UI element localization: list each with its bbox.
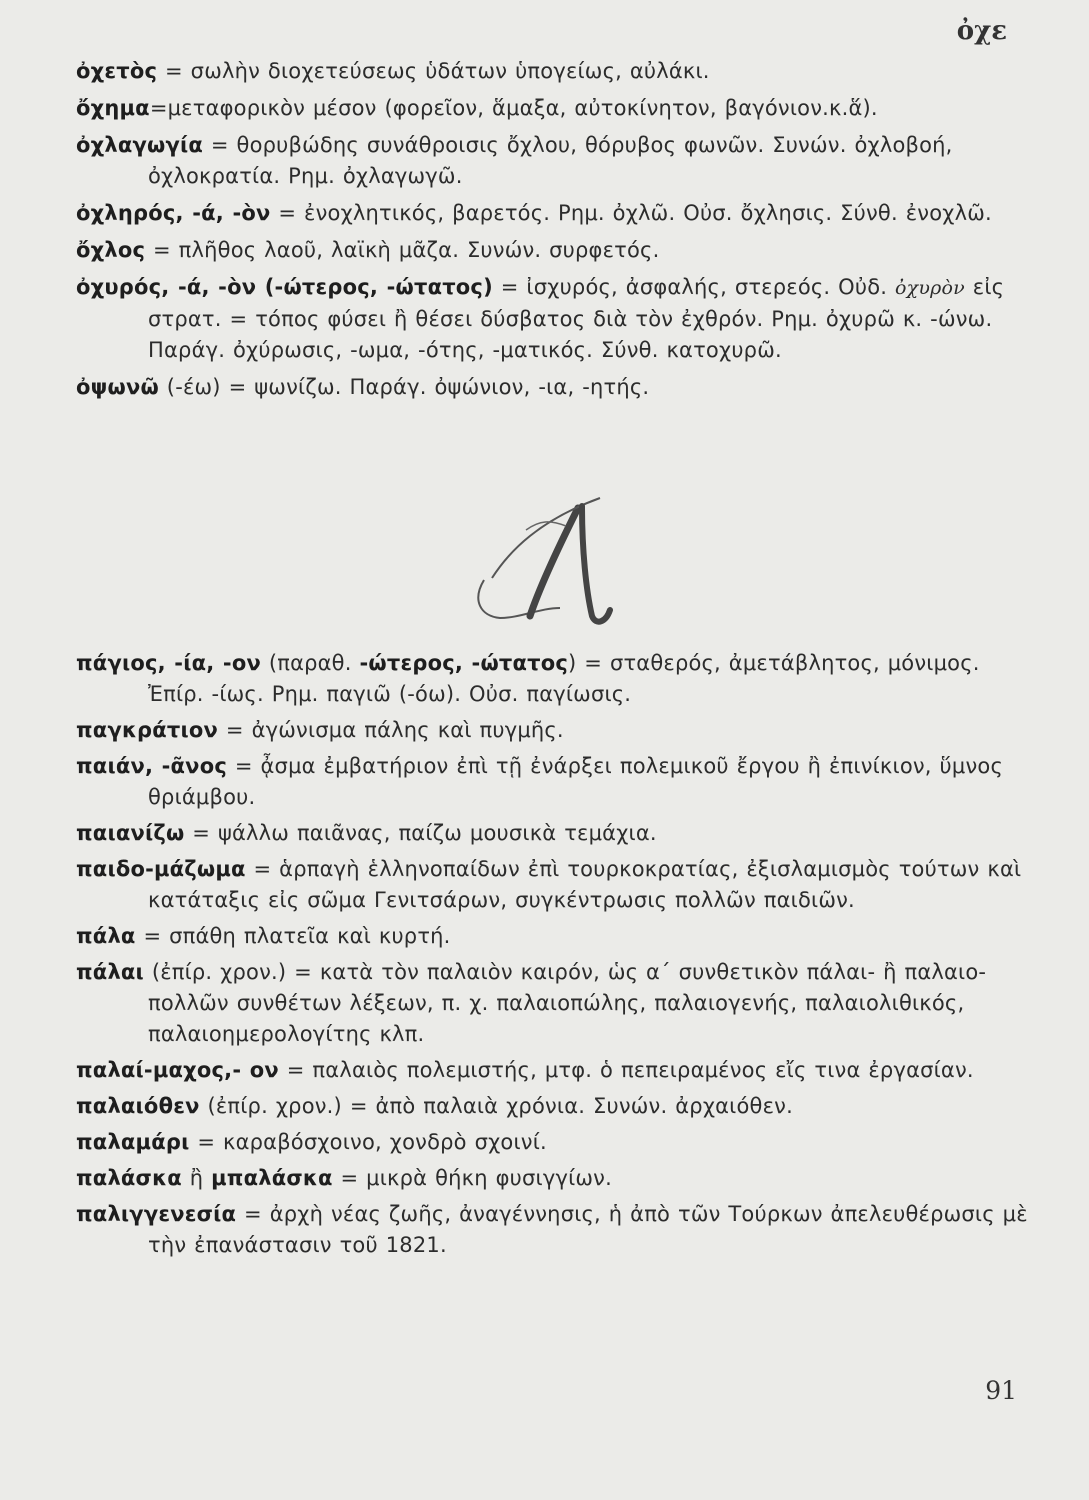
definition: = παλαιὸς πολεμιστής, μτφ. ὁ πεπειραμένος εἴς τινα ἐργασίαν. [278, 1058, 974, 1082]
headword: παλιγγενεσία [76, 1202, 237, 1226]
entries-section-omicron [76, 56, 1036, 409]
headword: παλαί-μαχος,- ον [76, 1058, 279, 1082]
dictionary-entry [76, 921, 1036, 952]
definition: = καραβόσχοινο, χονδρὸ σχοινί. [189, 1130, 547, 1154]
dictionary-entry [76, 56, 1036, 87]
dictionary-entry [76, 235, 1036, 266]
definition: ἢ [181, 1166, 212, 1190]
dictionary-entry [76, 648, 1036, 710]
headword: πάγιος, -ία, -ον [76, 651, 261, 675]
definition-continued: = μικρὰ θήκη φυσιγγίων. [332, 1166, 612, 1190]
headword: ὀχετὸς [76, 59, 158, 83]
dictionary-entry [76, 1055, 1036, 1086]
dictionary-entry [76, 957, 1036, 1050]
headword: παλαμάρι [76, 1130, 190, 1154]
definition: (-έω) = ψωνίζω. Παράγ. ὀψώνιον, -ια, -ητής. [158, 375, 650, 399]
definition: = ἁρπαγὴ ἑλληνοπαίδων ἐπὶ τουρκοκρατίας, ἐξισλαμισμὸς τούτων καὶ κατάταξις εἰς σῶμα Γενιτσάρων, συγκέντρωσις πολλῶν παιδιῶν. [148, 857, 1022, 912]
dictionary-entry [76, 372, 1036, 403]
dictionary-entry [76, 715, 1036, 746]
headword: ὄχημα [76, 96, 150, 120]
definition: = ἀγώνισμα πάλης καὶ πυγμῆς. [218, 718, 564, 742]
definition: = ἀρχὴ νέας ζωῆς, ἀναγέννησις, ἡ ἀπὸ τῶν Τούρκων ἀπελευθέρωσις μὲ τὴν ἐπανάστασιν τοῦ 1821. [148, 1202, 1028, 1257]
dictionary-entry [76, 1127, 1036, 1158]
dictionary-entry [76, 272, 1036, 366]
dictionary-entry [76, 1199, 1036, 1261]
definition: = σπάθη πλατεῖα καὶ κυρτή. [135, 924, 451, 948]
comparative-forms: -ώτερος, -ώτατος [359, 651, 569, 675]
definition-continued: εἰς στρατ. = τόπος φύσει ἢ θέσει δύσβατος διὰ τὸν ἐχθρόν. Ρημ. ὀχυρῶ κ. -ώνω. Παράγ. ὀχύρωσις, -ωμα, -ότης, -ματικός. Σύνθ. κατοχυρῶ. [148, 275, 1005, 362]
headword: ὀψωνῶ [76, 375, 159, 399]
definition: = ψάλλω παιᾶνας, παίζω μουσικὰ τεμάχια. [184, 821, 657, 845]
headword: παλαιόθεν [76, 1094, 200, 1118]
headword: παιάν, -ᾶνος [76, 754, 227, 778]
headword: πάλαι [76, 960, 144, 984]
dictionary-entry [76, 818, 1036, 849]
definition: (ἐπίρ. χρον.) = κατὰ τὸν παλαιὸν καιρόν, ὡς α΄ συνθετικὸν πάλαι- ἢ παλαιο- πολλῶν συνθέτων λέξεων, π. χ. παλαιοπώλης, παλαιογενής, παλαιολιθικός, παλαιοημερολογίτης κλπ. [143, 960, 987, 1046]
definition: (παραθ. [260, 651, 360, 675]
page-number: 91 [985, 1376, 1017, 1405]
dictionary-entry [76, 93, 1036, 124]
headword: παιδο-μάζωμα [76, 857, 246, 881]
headword: παγκράτιον [76, 718, 219, 742]
alternate-headword: μπαλάσκα [211, 1166, 333, 1190]
headword: ὀχυρός, -ά, -ὸν (-ώτερος, -ώτατος) [76, 275, 493, 299]
dictionary-entry [76, 1163, 1036, 1194]
dictionary-entry [76, 1091, 1036, 1122]
definition: = ἐνοχλητικός, βαρετός. Ρημ. ὀχλῶ. Οὐσ. ὄχλησις. Σύνθ. ἐνοχλῶ. [270, 201, 992, 225]
headword: ὀχληρός, -ά, -ὸν [76, 201, 271, 225]
headword: παιανίζω [76, 821, 185, 845]
definition: = σωλὴν διοχετεύσεως ὑδάτων ὑπογείως, αὐλάκι. [157, 59, 710, 83]
dictionary-entry [76, 854, 1036, 916]
headword: παλάσκα [76, 1166, 182, 1190]
definition: = πλῆθος λαοῦ, λαϊκὴ μᾶζα. Συνών. συρφετός. [145, 238, 660, 262]
definition: = ἰσχυρός, ἀσφαλής, στερεός. Οὐδ. [492, 275, 896, 299]
headword: πάλα [76, 924, 136, 948]
running-head: ὀχε [956, 16, 1007, 46]
section-letter-pi-ornament [470, 490, 620, 640]
headword: ὄχλος [76, 238, 146, 262]
entries-section-pi [76, 648, 1036, 1266]
italic-term: ὀχυρὸν [895, 277, 965, 299]
definition: = θορυβώδης συνάθροισις ὄχλου, θόρυβος φωνῶν. Συνών. ὀχλοβοή, ὀχλοκρατία. Ρημ. ὀχλαγωγῶ. [148, 133, 953, 188]
definition-continued: ) = σταθερός, ἀμετάβλητος, μόνιμος. Ἐπίρ. -ίως. Ρημ. παγιῶ (-όω). Οὐσ. παγίωσις. [148, 651, 980, 706]
dictionary-entry [76, 130, 1036, 192]
headword: ὀχλαγωγία [76, 133, 203, 157]
dictionary-entry [76, 751, 1036, 813]
definition: (ἐπίρ. χρον.) = ἀπὸ παλαιὰ χρόνια. Συνών. ἀρχαιόθεν. [199, 1094, 793, 1118]
dictionary-entry [76, 198, 1036, 229]
definition: =μεταφορικὸν μέσον (φορεῖον, ἅμαξα, αὐτοκίνητον, βαγόνιον.κ.ἅ). [149, 96, 878, 120]
definition: = ᾆσμα ἐμβατήριον ἐπὶ τῇ ἐνάρξει πολεμικοῦ ἔργου ἢ ἐπινίκιον, ὕμνος θριάμβου. [148, 754, 1003, 809]
